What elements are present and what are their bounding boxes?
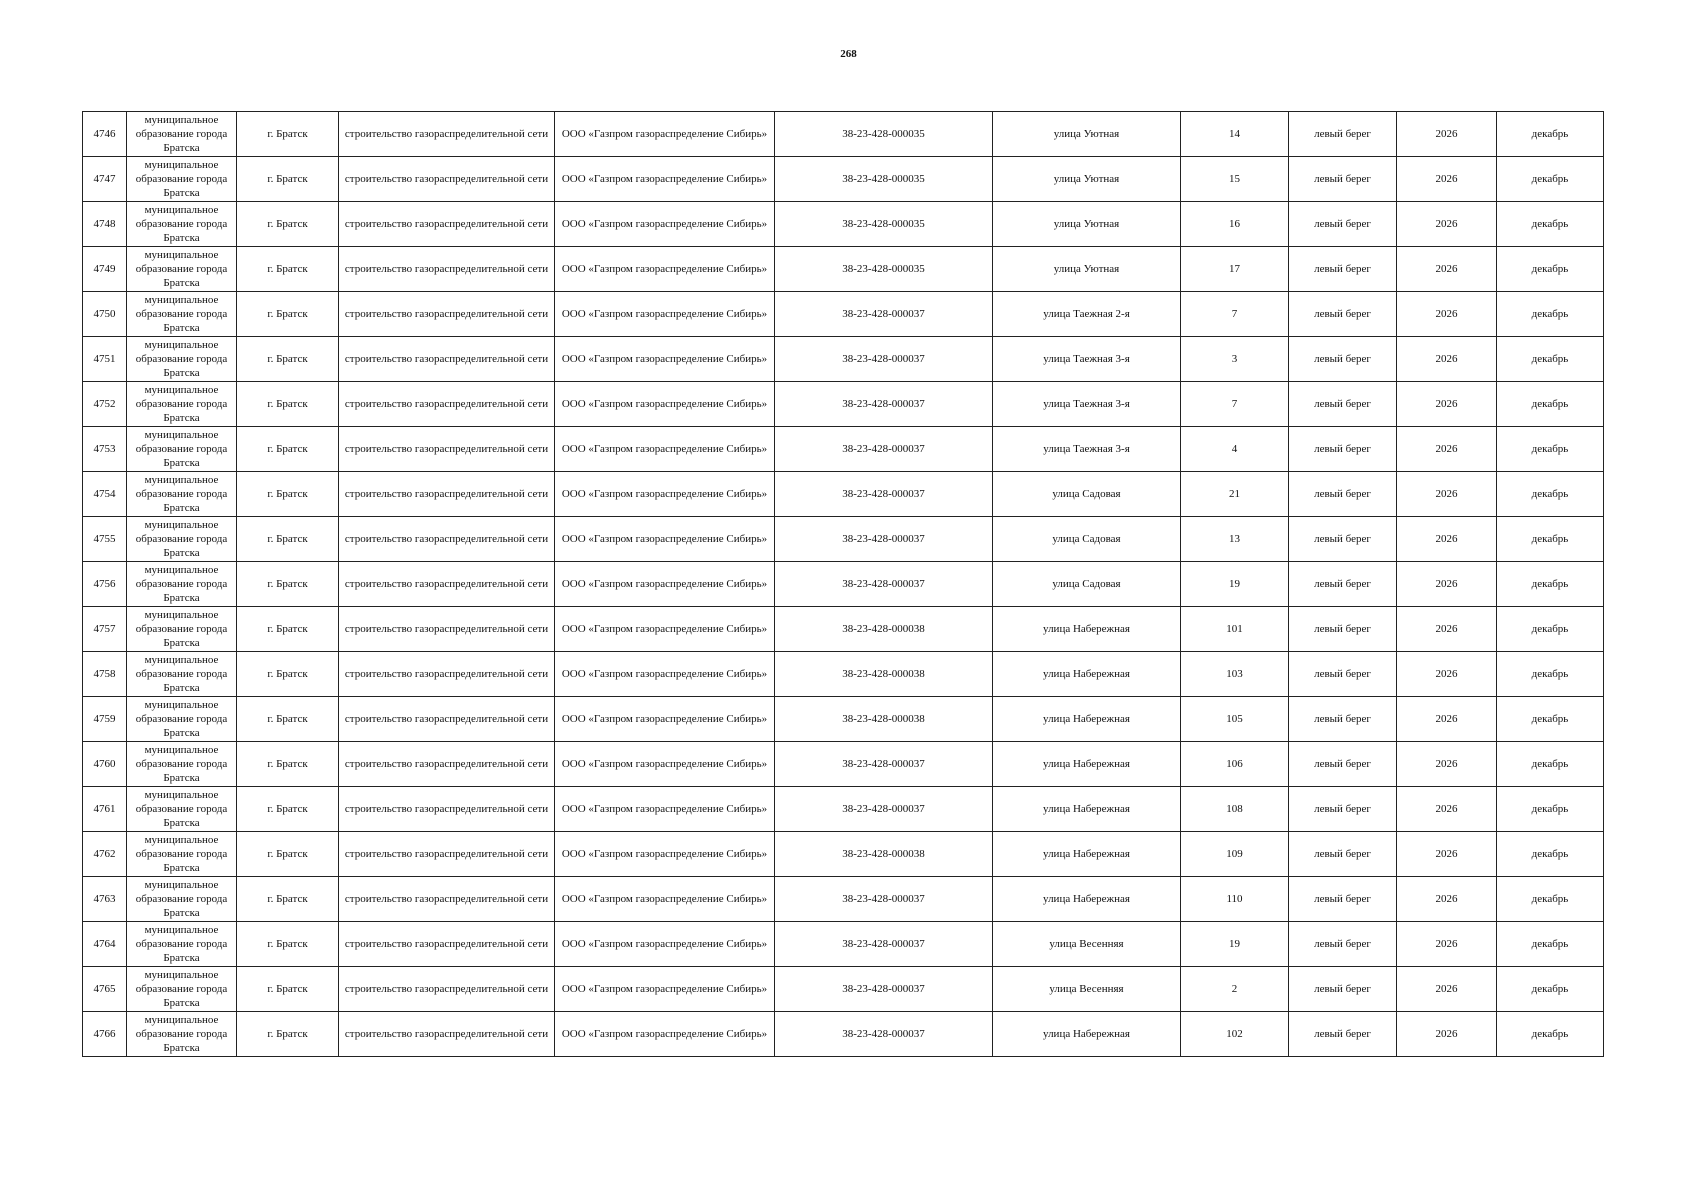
year-cell: 2026 — [1397, 292, 1497, 337]
house-number-cell: 21 — [1181, 472, 1289, 517]
owner-cell: муниципальное образование города Братска — [127, 247, 237, 292]
house-number-cell: 15 — [1181, 157, 1289, 202]
street-cell: улица Весенняя — [993, 922, 1181, 967]
year-cell: 2026 — [1397, 337, 1497, 382]
month-cell: декабрь — [1497, 967, 1604, 1012]
work-type-cell: строительство газораспределительной сети — [339, 202, 555, 247]
month-cell: декабрь — [1497, 517, 1604, 562]
owner-cell: муниципальное образование города Братска — [127, 742, 237, 787]
district-cell: левый берег — [1289, 1012, 1397, 1057]
street-cell: улица Таежная 3-я — [993, 382, 1181, 427]
district-cell: левый берег — [1289, 202, 1397, 247]
year-cell: 2026 — [1397, 607, 1497, 652]
year-cell: 2026 — [1397, 1012, 1497, 1057]
house-number-cell: 2 — [1181, 967, 1289, 1012]
house-number-cell: 110 — [1181, 877, 1289, 922]
house-number-cell: 3 — [1181, 337, 1289, 382]
street-cell: улица Уютная — [993, 157, 1181, 202]
owner-cell: муниципальное образование города Братска — [127, 517, 237, 562]
owner-cell: муниципальное образование города Братска — [127, 382, 237, 427]
house-number-cell: 14 — [1181, 112, 1289, 157]
row-number: 4766 — [83, 1012, 127, 1057]
row-number: 4762 — [83, 832, 127, 877]
owner-cell: муниципальное образование города Братска — [127, 427, 237, 472]
year-cell: 2026 — [1397, 742, 1497, 787]
table-row — [83, 832, 1604, 877]
house-number-cell: 103 — [1181, 652, 1289, 697]
organization-cell: ООО «Газпром газораспределение Сибирь» — [555, 292, 775, 337]
table-row — [83, 787, 1604, 832]
table-row — [83, 202, 1604, 247]
work-type-cell: строительство газораспределительной сети — [339, 427, 555, 472]
organization-cell: ООО «Газпром газораспределение Сибирь» — [555, 337, 775, 382]
registry-table — [82, 111, 1604, 1057]
work-type-cell: строительство газораспределительной сети — [339, 607, 555, 652]
owner-cell: муниципальное образование города Братска — [127, 112, 237, 157]
district-cell: левый берег — [1289, 247, 1397, 292]
house-number-cell: 7 — [1181, 382, 1289, 427]
object-code-cell: 38-23-428-000037 — [775, 742, 993, 787]
row-number: 4753 — [83, 427, 127, 472]
city-cell: г. Братск — [237, 697, 339, 742]
object-code-cell: 38-23-428-000037 — [775, 787, 993, 832]
month-cell: декабрь — [1497, 337, 1604, 382]
district-cell: левый берег — [1289, 157, 1397, 202]
street-cell: улица Набережная — [993, 652, 1181, 697]
district-cell: левый берег — [1289, 292, 1397, 337]
organization-cell: ООО «Газпром газораспределение Сибирь» — [555, 247, 775, 292]
object-code-cell: 38-23-428-000037 — [775, 922, 993, 967]
organization-cell: ООО «Газпром газораспределение Сибирь» — [555, 877, 775, 922]
month-cell: декабрь — [1497, 562, 1604, 607]
row-number: 4752 — [83, 382, 127, 427]
district-cell: левый берег — [1289, 112, 1397, 157]
city-cell: г. Братск — [237, 652, 339, 697]
organization-cell: ООО «Газпром газораспределение Сибирь» — [555, 382, 775, 427]
organization-cell: ООО «Газпром газораспределение Сибирь» — [555, 472, 775, 517]
owner-cell: муниципальное образование города Братска — [127, 607, 237, 652]
table-row — [83, 1012, 1604, 1057]
work-type-cell: строительство газораспределительной сети — [339, 472, 555, 517]
city-cell: г. Братск — [237, 337, 339, 382]
year-cell: 2026 — [1397, 517, 1497, 562]
house-number-cell: 106 — [1181, 742, 1289, 787]
organization-cell: ООО «Газпром газораспределение Сибирь» — [555, 157, 775, 202]
year-cell: 2026 — [1397, 877, 1497, 922]
city-cell: г. Братск — [237, 112, 339, 157]
table-row — [83, 472, 1604, 517]
row-number: 4751 — [83, 337, 127, 382]
district-cell: левый берег — [1289, 832, 1397, 877]
house-number-cell: 105 — [1181, 697, 1289, 742]
month-cell: декабрь — [1497, 202, 1604, 247]
work-type-cell: строительство газораспределительной сети — [339, 742, 555, 787]
street-cell: улица Весенняя — [993, 967, 1181, 1012]
year-cell: 2026 — [1397, 472, 1497, 517]
work-type-cell: строительство газораспределительной сети — [339, 697, 555, 742]
year-cell: 2026 — [1397, 652, 1497, 697]
street-cell: улица Уютная — [993, 247, 1181, 292]
district-cell: левый берег — [1289, 337, 1397, 382]
month-cell: декабрь — [1497, 472, 1604, 517]
district-cell: левый берег — [1289, 967, 1397, 1012]
street-cell: улица Набережная — [993, 787, 1181, 832]
organization-cell: ООО «Газпром газораспределение Сибирь» — [555, 1012, 775, 1057]
table-row — [83, 112, 1604, 157]
organization-cell: ООО «Газпром газораспределение Сибирь» — [555, 742, 775, 787]
month-cell: декабрь — [1497, 787, 1604, 832]
organization-cell: ООО «Газпром газораспределение Сибирь» — [555, 787, 775, 832]
street-cell: улица Таежная 3-я — [993, 427, 1181, 472]
month-cell: декабрь — [1497, 607, 1604, 652]
city-cell: г. Братск — [237, 1012, 339, 1057]
month-cell: декабрь — [1497, 742, 1604, 787]
row-number: 4765 — [83, 967, 127, 1012]
city-cell: г. Братск — [237, 247, 339, 292]
table-row — [83, 652, 1604, 697]
organization-cell: ООО «Газпром газораспределение Сибирь» — [555, 517, 775, 562]
organization-cell: ООО «Газпром газораспределение Сибирь» — [555, 112, 775, 157]
month-cell: декабрь — [1497, 922, 1604, 967]
row-number: 4764 — [83, 922, 127, 967]
house-number-cell: 13 — [1181, 517, 1289, 562]
house-number-cell: 19 — [1181, 562, 1289, 607]
page-number: 268 — [840, 48, 857, 60]
year-cell: 2026 — [1397, 427, 1497, 472]
month-cell: декабрь — [1497, 247, 1604, 292]
city-cell: г. Братск — [237, 472, 339, 517]
district-cell: левый берег — [1289, 742, 1397, 787]
organization-cell: ООО «Газпром газораспределение Сибирь» — [555, 607, 775, 652]
owner-cell: муниципальное образование города Братска — [127, 562, 237, 607]
row-number: 4759 — [83, 697, 127, 742]
house-number-cell: 17 — [1181, 247, 1289, 292]
year-cell: 2026 — [1397, 157, 1497, 202]
year-cell: 2026 — [1397, 562, 1497, 607]
owner-cell: муниципальное образование города Братска — [127, 652, 237, 697]
city-cell: г. Братск — [237, 382, 339, 427]
owner-cell: муниципальное образование города Братска — [127, 922, 237, 967]
registry-body — [83, 112, 1604, 1057]
house-number-cell: 16 — [1181, 202, 1289, 247]
owner-cell: муниципальное образование города Братска — [127, 697, 237, 742]
organization-cell: ООО «Газпром газораспределение Сибирь» — [555, 922, 775, 967]
work-type-cell: строительство газораспределительной сети — [339, 787, 555, 832]
table-row — [83, 697, 1604, 742]
object-code-cell: 38-23-428-000038 — [775, 697, 993, 742]
street-cell: улица Уютная — [993, 112, 1181, 157]
row-number: 4758 — [83, 652, 127, 697]
row-number: 4754 — [83, 472, 127, 517]
work-type-cell: строительство газораспределительной сети — [339, 832, 555, 877]
month-cell: декабрь — [1497, 1012, 1604, 1057]
month-cell: декабрь — [1497, 697, 1604, 742]
work-type-cell: строительство газораспределительной сети — [339, 337, 555, 382]
object-code-cell: 38-23-428-000038 — [775, 832, 993, 877]
month-cell: декабрь — [1497, 832, 1604, 877]
district-cell: левый берег — [1289, 787, 1397, 832]
city-cell: г. Братск — [237, 292, 339, 337]
object-code-cell: 38-23-428-000037 — [775, 292, 993, 337]
table-row — [83, 292, 1604, 337]
table-row — [83, 922, 1604, 967]
work-type-cell: строительство газораспределительной сети — [339, 967, 555, 1012]
row-number: 4748 — [83, 202, 127, 247]
row-number: 4755 — [83, 517, 127, 562]
object-code-cell: 38-23-428-000037 — [775, 472, 993, 517]
table-row — [83, 877, 1604, 922]
table-row — [83, 562, 1604, 607]
object-code-cell: 38-23-428-000037 — [775, 967, 993, 1012]
city-cell: г. Братск — [237, 202, 339, 247]
month-cell: декабрь — [1497, 652, 1604, 697]
object-code-cell: 38-23-428-000037 — [775, 562, 993, 607]
house-number-cell: 108 — [1181, 787, 1289, 832]
street-cell: улица Набережная — [993, 832, 1181, 877]
district-cell: левый берег — [1289, 652, 1397, 697]
organization-cell: ООО «Газпром газораспределение Сибирь» — [555, 202, 775, 247]
row-number: 4757 — [83, 607, 127, 652]
city-cell: г. Братск — [237, 922, 339, 967]
street-cell: улица Набережная — [993, 1012, 1181, 1057]
work-type-cell: строительство газораспределительной сети — [339, 562, 555, 607]
street-cell: улица Таежная 2-я — [993, 292, 1181, 337]
owner-cell: муниципальное образование города Братска — [127, 787, 237, 832]
house-number-cell: 109 — [1181, 832, 1289, 877]
object-code-cell: 38-23-428-000037 — [775, 1012, 993, 1057]
work-type-cell: строительство газораспределительной сети — [339, 517, 555, 562]
organization-cell: ООО «Газпром газораспределение Сибирь» — [555, 697, 775, 742]
object-code-cell: 38-23-428-000037 — [775, 427, 993, 472]
city-cell: г. Братск — [237, 832, 339, 877]
street-cell: улица Садовая — [993, 472, 1181, 517]
district-cell: левый берег — [1289, 877, 1397, 922]
row-number: 4760 — [83, 742, 127, 787]
house-number-cell: 19 — [1181, 922, 1289, 967]
object-code-cell: 38-23-428-000035 — [775, 247, 993, 292]
street-cell: улица Набережная — [993, 877, 1181, 922]
organization-cell: ООО «Газпром газораспределение Сибирь» — [555, 652, 775, 697]
street-cell: улица Садовая — [993, 562, 1181, 607]
row-number: 4747 — [83, 157, 127, 202]
organization-cell: ООО «Газпром газораспределение Сибирь» — [555, 967, 775, 1012]
table-row — [83, 967, 1604, 1012]
work-type-cell: строительство газораспределительной сети — [339, 292, 555, 337]
district-cell: левый берег — [1289, 517, 1397, 562]
work-type-cell: строительство газораспределительной сети — [339, 877, 555, 922]
city-cell: г. Братск — [237, 157, 339, 202]
year-cell: 2026 — [1397, 112, 1497, 157]
work-type-cell: строительство газораспределительной сети — [339, 157, 555, 202]
district-cell: левый берег — [1289, 922, 1397, 967]
district-cell: левый берег — [1289, 472, 1397, 517]
object-code-cell: 38-23-428-000037 — [775, 337, 993, 382]
year-cell: 2026 — [1397, 697, 1497, 742]
row-number: 4761 — [83, 787, 127, 832]
object-code-cell: 38-23-428-000037 — [775, 382, 993, 427]
owner-cell: муниципальное образование города Братска — [127, 202, 237, 247]
row-number: 4749 — [83, 247, 127, 292]
district-cell: левый берег — [1289, 382, 1397, 427]
city-cell: г. Братск — [237, 877, 339, 922]
district-cell: левый берег — [1289, 697, 1397, 742]
city-cell: г. Братск — [237, 562, 339, 607]
work-type-cell: строительство газораспределительной сети — [339, 922, 555, 967]
owner-cell: муниципальное образование города Братска — [127, 967, 237, 1012]
district-cell: левый берег — [1289, 427, 1397, 472]
street-cell: улица Уютная — [993, 202, 1181, 247]
organization-cell: ООО «Газпром газораспределение Сибирь» — [555, 562, 775, 607]
owner-cell: муниципальное образование города Братска — [127, 292, 237, 337]
object-code-cell: 38-23-428-000037 — [775, 877, 993, 922]
work-type-cell: строительство газораспределительной сети — [339, 247, 555, 292]
year-cell: 2026 — [1397, 202, 1497, 247]
object-code-cell: 38-23-428-000035 — [775, 112, 993, 157]
city-cell: г. Братск — [237, 967, 339, 1012]
month-cell: декабрь — [1497, 292, 1604, 337]
organization-cell: ООО «Газпром газораспределение Сибирь» — [555, 427, 775, 472]
object-code-cell: 38-23-428-000037 — [775, 517, 993, 562]
object-code-cell: 38-23-428-000038 — [775, 652, 993, 697]
month-cell: декабрь — [1497, 157, 1604, 202]
city-cell: г. Братск — [237, 742, 339, 787]
year-cell: 2026 — [1397, 832, 1497, 877]
house-number-cell: 101 — [1181, 607, 1289, 652]
year-cell: 2026 — [1397, 382, 1497, 427]
year-cell: 2026 — [1397, 967, 1497, 1012]
month-cell: декабрь — [1497, 382, 1604, 427]
table-row — [83, 247, 1604, 292]
table-row — [83, 157, 1604, 202]
house-number-cell: 4 — [1181, 427, 1289, 472]
owner-cell: муниципальное образование города Братска — [127, 157, 237, 202]
owner-cell: муниципальное образование города Братска — [127, 472, 237, 517]
street-cell: улица Таежная 3-я — [993, 337, 1181, 382]
row-number: 4750 — [83, 292, 127, 337]
table-row — [83, 517, 1604, 562]
district-cell: левый берег — [1289, 562, 1397, 607]
street-cell: улица Набережная — [993, 742, 1181, 787]
table-row — [83, 337, 1604, 382]
row-number: 4756 — [83, 562, 127, 607]
object-code-cell: 38-23-428-000035 — [775, 157, 993, 202]
row-number: 4746 — [83, 112, 127, 157]
city-cell: г. Братск — [237, 607, 339, 652]
row-number: 4763 — [83, 877, 127, 922]
city-cell: г. Братск — [237, 427, 339, 472]
month-cell: декабрь — [1497, 427, 1604, 472]
object-code-cell: 38-23-428-000038 — [775, 607, 993, 652]
table-row — [83, 382, 1604, 427]
city-cell: г. Братск — [237, 787, 339, 832]
owner-cell: муниципальное образование города Братска — [127, 337, 237, 382]
table-row — [83, 427, 1604, 472]
house-number-cell: 7 — [1181, 292, 1289, 337]
table-row — [83, 607, 1604, 652]
owner-cell: муниципальное образование города Братска — [127, 877, 237, 922]
table-row — [83, 742, 1604, 787]
month-cell: декабрь — [1497, 112, 1604, 157]
city-cell: г. Братск — [237, 517, 339, 562]
district-cell: левый берег — [1289, 607, 1397, 652]
year-cell: 2026 — [1397, 787, 1497, 832]
month-cell: декабрь — [1497, 877, 1604, 922]
organization-cell: ООО «Газпром газораспределение Сибирь» — [555, 832, 775, 877]
house-number-cell: 102 — [1181, 1012, 1289, 1057]
street-cell: улица Набережная — [993, 607, 1181, 652]
year-cell: 2026 — [1397, 922, 1497, 967]
owner-cell: муниципальное образование города Братска — [127, 832, 237, 877]
work-type-cell: строительство газораспределительной сети — [339, 112, 555, 157]
work-type-cell: строительство газораспределительной сети — [339, 382, 555, 427]
object-code-cell: 38-23-428-000035 — [775, 202, 993, 247]
street-cell: улица Садовая — [993, 517, 1181, 562]
year-cell: 2026 — [1397, 247, 1497, 292]
work-type-cell: строительство газораспределительной сети — [339, 652, 555, 697]
work-type-cell: строительство газораспределительной сети — [339, 1012, 555, 1057]
owner-cell: муниципальное образование города Братска — [127, 1012, 237, 1057]
street-cell: улица Набережная — [993, 697, 1181, 742]
